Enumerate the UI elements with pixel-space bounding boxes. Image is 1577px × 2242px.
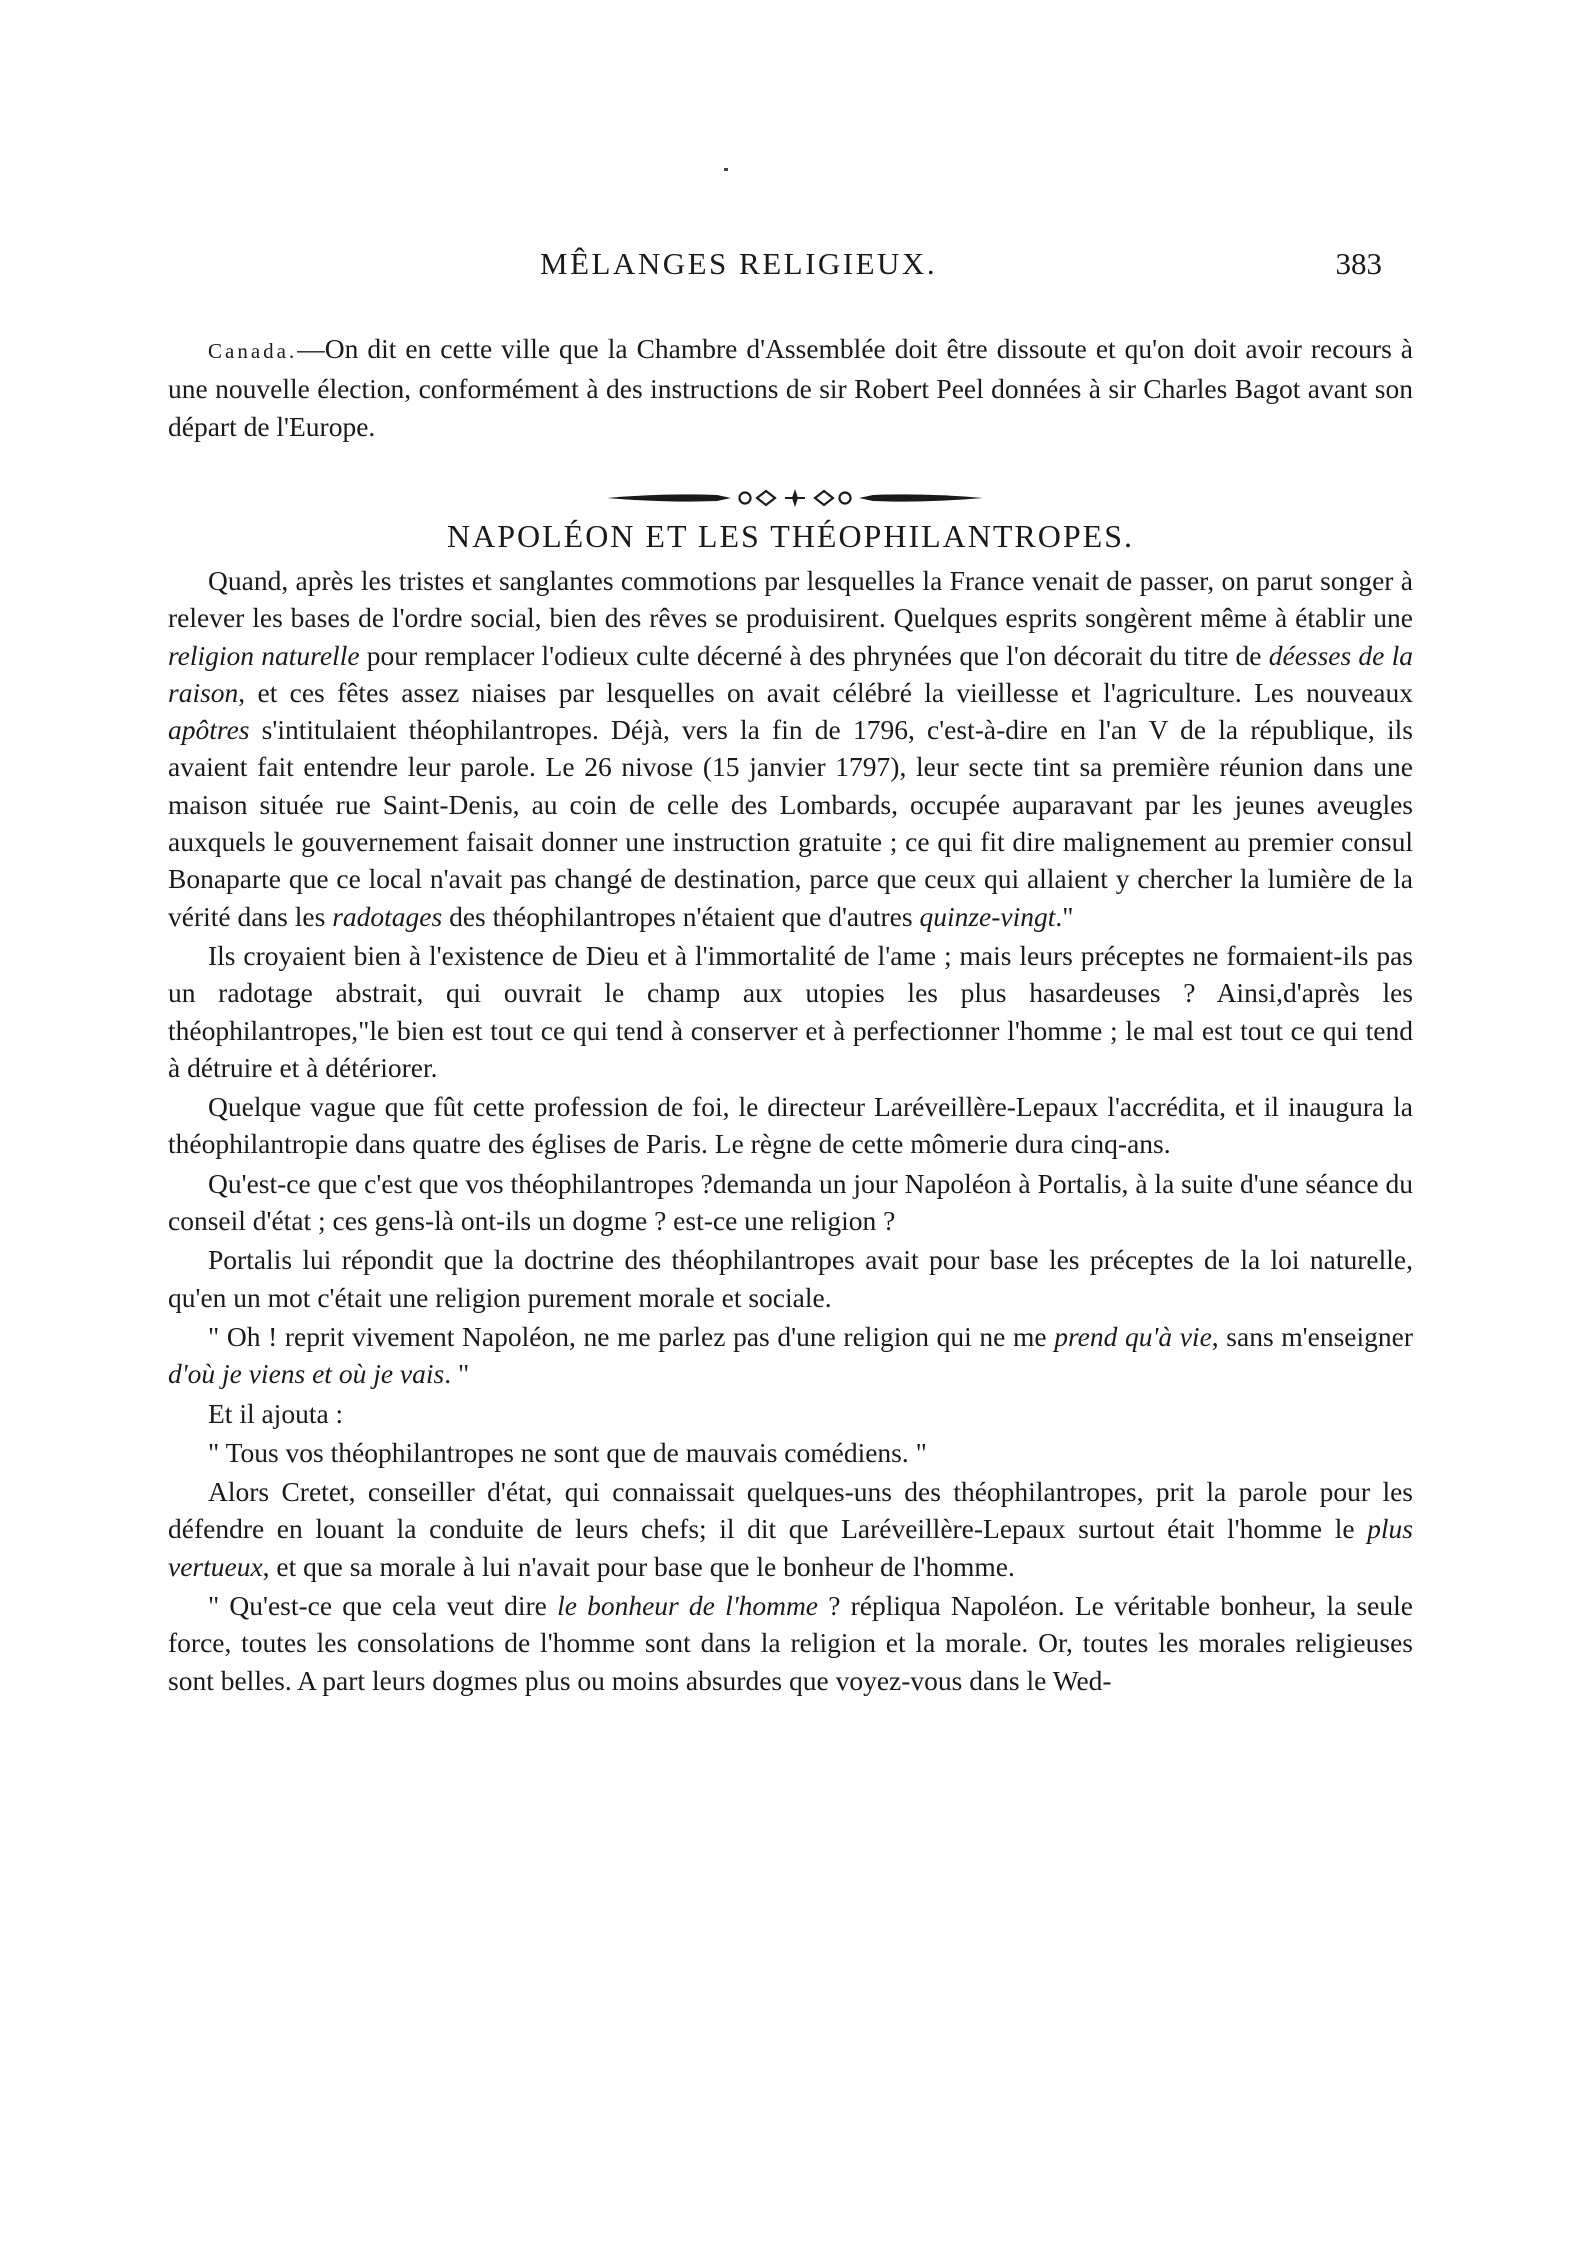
article-body <box>168 562 1413 1699</box>
italic-run: d'où je viens et où je vais <box>168 1358 445 1390</box>
text-run: des théophilantropes n'étaient que d'autres <box>442 900 920 932</box>
running-title: MÊLANGES RELIGIEUX. <box>540 246 938 281</box>
italic-run: le bonheur de l'homme <box>557 1590 819 1622</box>
text-run: s'intitulaient théophilantropes. Déjà, vers la fin de 1796, c'est-à-dire en l'an V de la république, ils avaient fait entendre leur parole. Le 26 nivose (15 janvier 1797), leur secte tint sa première réunion dans une maison située rue Saint-Denis, au coin de celle des Lombards, occupée auparavant par les jeunes aveugles auxquels le gouvernement faisait donner une instruction gratuite ; ce qui fit dire malignement au premier consul Bonaparte que ce local n'avait pas changé de destination, parce que ceux qui allaient y chercher la lumière de la vérité dans les <box>168 714 1413 932</box>
article-paragraph-1 <box>168 562 1413 935</box>
article-paragraph-6 <box>168 1318 1413 1393</box>
italic-run: radotages <box>332 900 443 932</box>
text-run: ? répliqua Napoléon. Le véritable bonheur, la seule force, toutes les consolations de l'homme sont dans la religion et la morale. Or, toutes les morales religieuses sont belles. A part leurs dogmes plus ou moins absurdes que voyez-vous dans le Wed- <box>168 1590 1413 1696</box>
running-head <box>540 246 1382 294</box>
text-run: ." <box>1055 900 1074 932</box>
article-paragraph-5: Portalis lui répondit que la doctrine des théophilantropes avait pour base les préceptes de la loi naturelle, qu'en un mot c'était une religion purement morale et sociale. <box>168 1244 1413 1313</box>
page-number: 383 <box>1335 246 1382 281</box>
article-paragraph-9 <box>168 1473 1413 1585</box>
text-run: , et que sa morale à lui n'avait pour base que le bonheur de l'homme. <box>262 1550 1015 1582</box>
article-paragraph-3: Quelque vague que fût cette profession de foi, le directeur Laréveillère-Lepaux l'accrédita, et il inaugura la théophilantropie dans quatre des églises de Paris. Le règne de cette mômerie dura cinq-ans. <box>168 1091 1413 1160</box>
text-run: pour remplacer l'odieux culte décerné à des phrynées que l'on décorait du titre de <box>359 639 1269 671</box>
text-run: , et ces fêtes assez niaises par lesquelles on avait célébré la vieillesse et l'agriculture. Les nouveaux <box>238 676 1413 708</box>
article-paragraph-8: " Tous vos théophilantropes ne sont que de mauvais comédiens. " <box>208 1436 927 1468</box>
italic-run: déesses de la raison <box>168 639 1413 708</box>
canada-lead: Canada. <box>208 339 298 363</box>
italic-run: apôtres <box>168 714 250 746</box>
italic-run: prend qu'à vie <box>1054 1320 1212 1352</box>
decorative-rule-icon <box>605 487 985 509</box>
text-run: Quand, après les tristes et sanglantes commotions par lesquelles la France venait de passer, on parut songer à relever les bases de l'ordre social, bien des rêves se produisirent. Quelques esprits songèrent même à établir une <box>168 565 1413 634</box>
text-run: " Qu'est-ce que cela veut dire <box>208 1590 558 1622</box>
italic-run: plus vertueux <box>168 1513 1413 1582</box>
italic-run: quinze-vingt <box>919 900 1056 932</box>
canada-paragraph <box>168 330 1413 445</box>
stray-mark <box>724 168 728 171</box>
section-title: NAPOLÉON ET LES THÉOPHILANTROPES. <box>446 518 1135 554</box>
text-run: . " <box>444 1358 470 1390</box>
article-paragraph-7: Et il ajouta : <box>208 1397 344 1429</box>
canada-text: —On dit en cette ville que la Chambre d'Assemblée doit être dissoute et qu'on doit avoir recours à une nouvelle élection, conformément à des instructions de sir Robert Peel données à sir Charles Bagot avant son départ de l'Europe. <box>168 333 1413 442</box>
text-run: " Oh ! reprit vivement Napoléon, ne me parlez pas d'une religion qui ne me <box>208 1320 1055 1352</box>
article-paragraph-4: Qu'est-ce que c'est que vos théophilantropes ?demanda un jour Napoléon à Portalis, à la suite d'une séance du conseil d'état ; ces gens-là ont-ils un dogme ? est-ce une religion ? <box>168 1167 1413 1237</box>
news-item-canada <box>168 330 1413 445</box>
text-run: Alors Cretet, conseiller d'état, qui connaissait quelques-uns des théophilantropes, prit la parole pour les défendre en louant la conduite de leurs chefs; il dit que Laréveillère-Lepaux surtout était l'homme le <box>168 1476 1413 1545</box>
text-run: , sans m'enseigner <box>1211 1320 1413 1352</box>
italic-run: religion naturelle <box>168 639 360 671</box>
article-paragraph-10 <box>168 1587 1413 1699</box>
article-paragraph-2: Ils croyaient bien à l'existence de Dieu et à l'immortalité de l'ame ; mais leurs préceptes ne formaient-ils pas un radotage abstrait, qui ouvrait le champ aux utopies les plus hasardeuses ? Ainsi,d'après les théophilantropes,"le bien est tout ce qui tend à conserver et à perfectionner l'homme ; le mal est tout ce qui tend à détruire et à détériorer. <box>168 939 1413 1083</box>
